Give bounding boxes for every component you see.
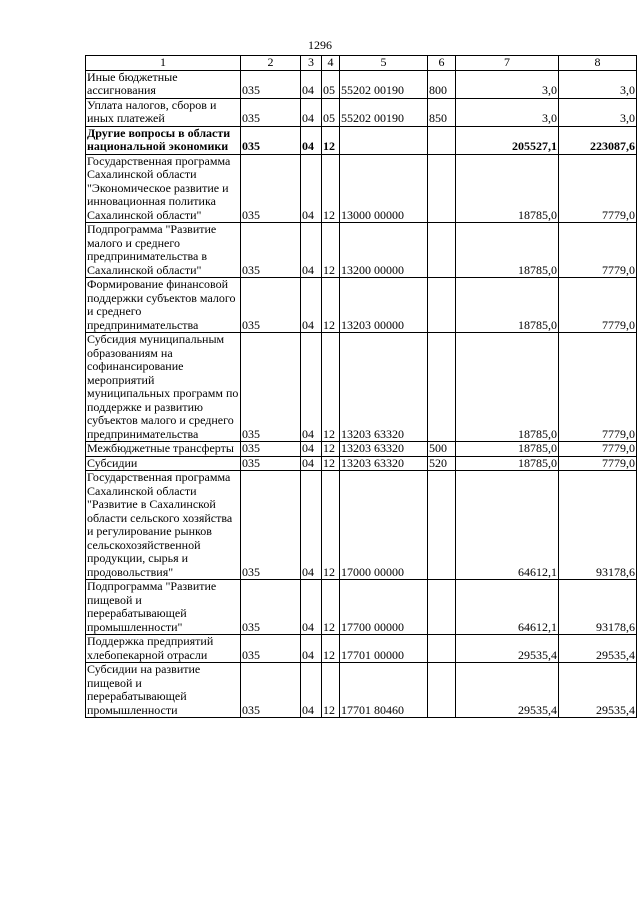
- row-name: Субсидии на развитие пищевой и перерабатывающей промышленности: [86, 663, 241, 718]
- row-target-article: [340, 126, 428, 154]
- header-cell: 3: [301, 56, 322, 71]
- row-expense-type: 520: [428, 456, 456, 471]
- row-ministry-code: 035: [241, 635, 301, 663]
- row-subsection: 12: [322, 456, 340, 471]
- row-amount-year1: 18785,0: [456, 278, 559, 333]
- row-section: 04: [301, 471, 322, 580]
- row-amount-year1: 3,0: [456, 70, 559, 98]
- row-target-article: 13200 00000: [340, 223, 428, 278]
- row-expense-type: [428, 223, 456, 278]
- budget-table: [85, 55, 637, 718]
- row-name: Поддержка предприятий хлебопекарной отрасли: [86, 635, 241, 663]
- row-subsection: 12: [322, 223, 340, 278]
- row-target-article: 17701 80460: [340, 663, 428, 718]
- header-cell: 5: [340, 56, 428, 71]
- row-ministry-code: 035: [241, 126, 301, 154]
- row-expense-type: [428, 635, 456, 663]
- row-amount-year1: 18785,0: [456, 223, 559, 278]
- row-section: 04: [301, 442, 322, 457]
- row-ministry-code: 035: [241, 223, 301, 278]
- row-name: Межбюджетные трансферты: [86, 442, 241, 457]
- row-expense-type: 500: [428, 442, 456, 457]
- header-cell: 6: [428, 56, 456, 71]
- row-target-article: 13203 63320: [340, 456, 428, 471]
- row-ministry-code: 035: [241, 471, 301, 580]
- row-amount-year1: 3,0: [456, 98, 559, 126]
- row-target-article: 13203 00000: [340, 278, 428, 333]
- row-amount-year2: 93178,6: [559, 471, 637, 580]
- row-target-article: 17701 00000: [340, 635, 428, 663]
- row-ministry-code: 035: [241, 442, 301, 457]
- row-amount-year1: 29535,4: [456, 635, 559, 663]
- row-amount-year1: 18785,0: [456, 442, 559, 457]
- row-subsection: 12: [322, 154, 340, 223]
- row-subsection: 12: [322, 580, 340, 635]
- row-subsection: 12: [322, 663, 340, 718]
- table-row: [86, 471, 637, 580]
- row-section: 04: [301, 333, 322, 442]
- row-expense-type: 850: [428, 98, 456, 126]
- table-row: [86, 456, 637, 471]
- row-target-article: 13203 63320: [340, 333, 428, 442]
- row-section: 04: [301, 98, 322, 126]
- header-cell: 7: [456, 56, 559, 71]
- row-amount-year1: 64612,1: [456, 580, 559, 635]
- row-name: Государственная программа Сахалинской области "Экономическое развитие и инновационная политика Сахалинской области": [86, 154, 241, 223]
- row-amount-year2: 223087,6: [559, 126, 637, 154]
- row-ministry-code: 035: [241, 333, 301, 442]
- header-cell: 4: [322, 56, 340, 71]
- row-name: Подпрограмма "Развитие пищевой и перерабатывающей промышленности": [86, 580, 241, 635]
- row-ministry-code: 035: [241, 278, 301, 333]
- row-name: Уплата налогов, сборов и иных платежей: [86, 98, 241, 126]
- row-target-article: 55202 00190: [340, 98, 428, 126]
- row-expense-type: 800: [428, 70, 456, 98]
- row-amount-year2: 7779,0: [559, 333, 637, 442]
- row-section: 04: [301, 278, 322, 333]
- row-amount-year2: 3,0: [559, 98, 637, 126]
- row-subsection: 12: [322, 126, 340, 154]
- row-name: Государственная программа Сахалинской области "Развитие в Сахалинской области сельского хозяйства и регулирование рынков сельскохозяйственной продукции, сырья и продовольствия": [86, 471, 241, 580]
- row-subsection: 12: [322, 471, 340, 580]
- row-ministry-code: 035: [241, 98, 301, 126]
- row-name: Иные бюджетные ассигнования: [86, 70, 241, 98]
- table-row: [86, 278, 637, 333]
- row-amount-year2: 93178,6: [559, 580, 637, 635]
- row-amount-year1: 18785,0: [456, 333, 559, 442]
- row-expense-type: [428, 580, 456, 635]
- row-ministry-code: 035: [241, 70, 301, 98]
- row-section: 04: [301, 580, 322, 635]
- row-subsection: 12: [322, 333, 340, 442]
- header-cell: 2: [241, 56, 301, 71]
- header-cell: 8: [559, 56, 637, 71]
- row-target-article: 13000 00000: [340, 154, 428, 223]
- header-row: [86, 56, 637, 71]
- header-cell: 1: [86, 56, 241, 71]
- row-amount-year1: 18785,0: [456, 456, 559, 471]
- table-row: [86, 580, 637, 635]
- row-name: Формирование финансовой поддержки субъектов малого и среднего предпринимательства: [86, 278, 241, 333]
- row-section: 04: [301, 223, 322, 278]
- row-section: 04: [301, 456, 322, 471]
- table-row: [86, 70, 637, 98]
- row-target-article: 13203 63320: [340, 442, 428, 457]
- table-row: [86, 635, 637, 663]
- row-name: Подпрограмма "Развитие малого и среднего предпринимательства в Сахалинской области": [86, 223, 241, 278]
- row-subsection: 12: [322, 635, 340, 663]
- row-expense-type: [428, 154, 456, 223]
- page-number: 1296: [308, 38, 332, 52]
- table-row: [86, 333, 637, 442]
- row-expense-type: [428, 663, 456, 718]
- row-amount-year2: 7779,0: [559, 442, 637, 457]
- row-amount-year2: 7779,0: [559, 456, 637, 471]
- row-ministry-code: 035: [241, 456, 301, 471]
- row-amount-year2: 7779,0: [559, 154, 637, 223]
- row-name: Субсидии: [86, 456, 241, 471]
- row-ministry-code: 035: [241, 154, 301, 223]
- row-amount-year2: 7779,0: [559, 278, 637, 333]
- table-row: [86, 154, 637, 223]
- row-target-article: 55202 00190: [340, 70, 428, 98]
- row-subsection: 12: [322, 278, 340, 333]
- row-target-article: 17700 00000: [340, 580, 428, 635]
- row-amount-year1: 64612,1: [456, 471, 559, 580]
- row-name: Субсидия муниципальным образованиям на софинансирование мероприятий муниципальных программ по поддержке и развитию субъектов малого и среднего предпринимательства: [86, 333, 241, 442]
- row-amount-year1: 205527,1: [456, 126, 559, 154]
- table-row: [86, 98, 637, 126]
- table-row: [86, 223, 637, 278]
- row-name: Другие вопросы в области национальной экономики: [86, 126, 241, 154]
- row-expense-type: [428, 126, 456, 154]
- row-section: 04: [301, 154, 322, 223]
- row-section: 04: [301, 126, 322, 154]
- row-amount-year1: 18785,0: [456, 154, 559, 223]
- table-row: [86, 442, 637, 457]
- row-expense-type: [428, 471, 456, 580]
- row-amount-year2: 29535,4: [559, 635, 637, 663]
- row-expense-type: [428, 333, 456, 442]
- row-section: 04: [301, 70, 322, 98]
- row-ministry-code: 035: [241, 580, 301, 635]
- row-amount-year2: 29535,4: [559, 663, 637, 718]
- row-amount-year2: 3,0: [559, 70, 637, 98]
- row-amount-year1: 29535,4: [456, 663, 559, 718]
- row-ministry-code: 035: [241, 663, 301, 718]
- row-section: 04: [301, 663, 322, 718]
- row-subsection: 05: [322, 70, 340, 98]
- row-section: 04: [301, 635, 322, 663]
- row-amount-year2: 7779,0: [559, 223, 637, 278]
- table-row: [86, 126, 637, 154]
- row-subsection: 05: [322, 98, 340, 126]
- row-expense-type: [428, 278, 456, 333]
- row-target-article: 17000 00000: [340, 471, 428, 580]
- row-subsection: 12: [322, 442, 340, 457]
- table-row: [86, 663, 637, 718]
